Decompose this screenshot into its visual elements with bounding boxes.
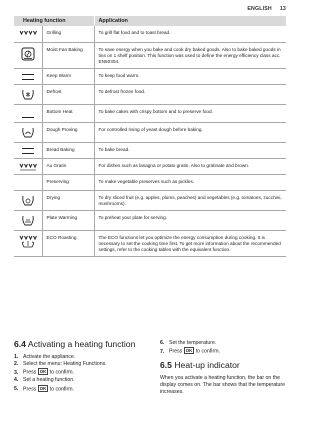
moist-fan-baking-icon (14, 42, 42, 68)
au-gratin-icon (14, 158, 42, 174)
function-application: To preheat your plate for serving. (94, 210, 286, 230)
dough-proving-icon (14, 122, 42, 142)
function-application: To make vegetable preserves such as pickles. (94, 174, 286, 190)
table-row (14, 210, 286, 230)
function-name: Keep Warm (42, 68, 94, 84)
page-number: 13 (279, 6, 286, 12)
table-row (14, 142, 286, 158)
list-item: 5. Press OK to confirm. (14, 385, 74, 393)
function-name: ECO Roasting (42, 230, 94, 256)
function-application: For dishes such as lasagna or potato gratin. Also to gratinate and brown. (94, 158, 286, 174)
function-application: To save energy when you bake and cook dry baked goods. Also to bake baked goods in tins on 1 shelf position. This function was used to define the energy efficiency class acc. EN50304. (94, 42, 286, 68)
section-right-column (160, 340, 288, 396)
function-application: The ECO functions let you optimize the energy consumption during cooking. It is necessary to set the cooking time first. To get more information about the recommended settings, refer to the cooking tables with the equivalent function. (94, 230, 286, 256)
function-name: Grilling (42, 26, 94, 42)
keep-warm-icon (14, 68, 42, 84)
function-name: Defrost (42, 84, 94, 104)
function-application: To dry sliced fruit (e.g. apples, plums, peaches) and vegetables (e.g. tomatoes, zucchini, mushrooms). (94, 190, 286, 210)
table-row (14, 158, 286, 174)
list-item: 6. Set the temperature. (160, 340, 217, 346)
table-row (14, 84, 286, 104)
function-application: To defrost frozen food. (94, 84, 286, 104)
ok-key-icon: OK (39, 385, 47, 391)
section-heading: 6.4 Activating a heating function (14, 339, 136, 349)
function-name: Plate Warming (42, 210, 94, 230)
grill-icon (14, 26, 42, 42)
preserving-symbol-cell (14, 174, 42, 190)
table-row (14, 42, 286, 68)
table-row (14, 26, 286, 42)
list-item: 7. Press OK to confirm. (160, 348, 220, 355)
table-row (14, 104, 286, 122)
table-row (14, 230, 286, 256)
column-header-heating-function: Heating function (14, 16, 94, 26)
list-item: 1. Activate the appliance. (14, 353, 76, 360)
table-row (14, 68, 286, 84)
function-name: Dough Proving (42, 122, 94, 142)
function-name: Drying (42, 190, 94, 210)
heating-functions-table (14, 16, 286, 257)
steps-list-continued (160, 340, 288, 356)
function-application: To keep food warm. (94, 68, 286, 84)
function-application: To bake cakes with crispy bottom and to preserve food. (94, 104, 286, 122)
heat-up-description: When you activate a heating function, the bar on the display comes on. The bar shows that the temperature increases. (160, 374, 286, 395)
table-row (14, 174, 286, 190)
function-application: To grill flat food and to toast bread. (94, 26, 286, 42)
bottom-heat-icon (14, 104, 42, 122)
function-name: Au Gratin (42, 158, 94, 174)
function-name: Bottom Heat (42, 104, 94, 122)
table-row (14, 190, 286, 210)
ok-key-icon: OK (185, 348, 193, 354)
function-name: Preserving (42, 174, 94, 190)
page-language: ENGLISH (247, 6, 272, 12)
column-header-application: Application (94, 16, 286, 26)
section-heading: 6.5 Heat-up indicator (160, 360, 240, 371)
table-header-row (14, 16, 286, 26)
function-name: Bread Baking (42, 142, 94, 158)
drying-icon (14, 190, 42, 210)
eco-roasting-icon (14, 230, 42, 256)
table-row (14, 122, 286, 142)
list-item: 2. Select the menu: Heating Functions. (14, 360, 107, 367)
function-application: To bake bread. (94, 142, 286, 158)
list-item: 3. Press OK to confirm. (14, 369, 74, 376)
bread-baking-icon (14, 142, 42, 158)
steps-list (14, 354, 142, 394)
plate-warming-icon (14, 210, 42, 230)
ok-key-icon: OK (39, 369, 47, 375)
list-item: 4. Set a heating function. (14, 377, 75, 384)
page-header (247, 6, 286, 12)
function-application: For controlled rising of yeast dough before baking. (94, 122, 286, 142)
section-activating (14, 340, 142, 394)
defrost-icon (14, 84, 42, 104)
function-name: Moist Fan Baking (42, 42, 94, 68)
